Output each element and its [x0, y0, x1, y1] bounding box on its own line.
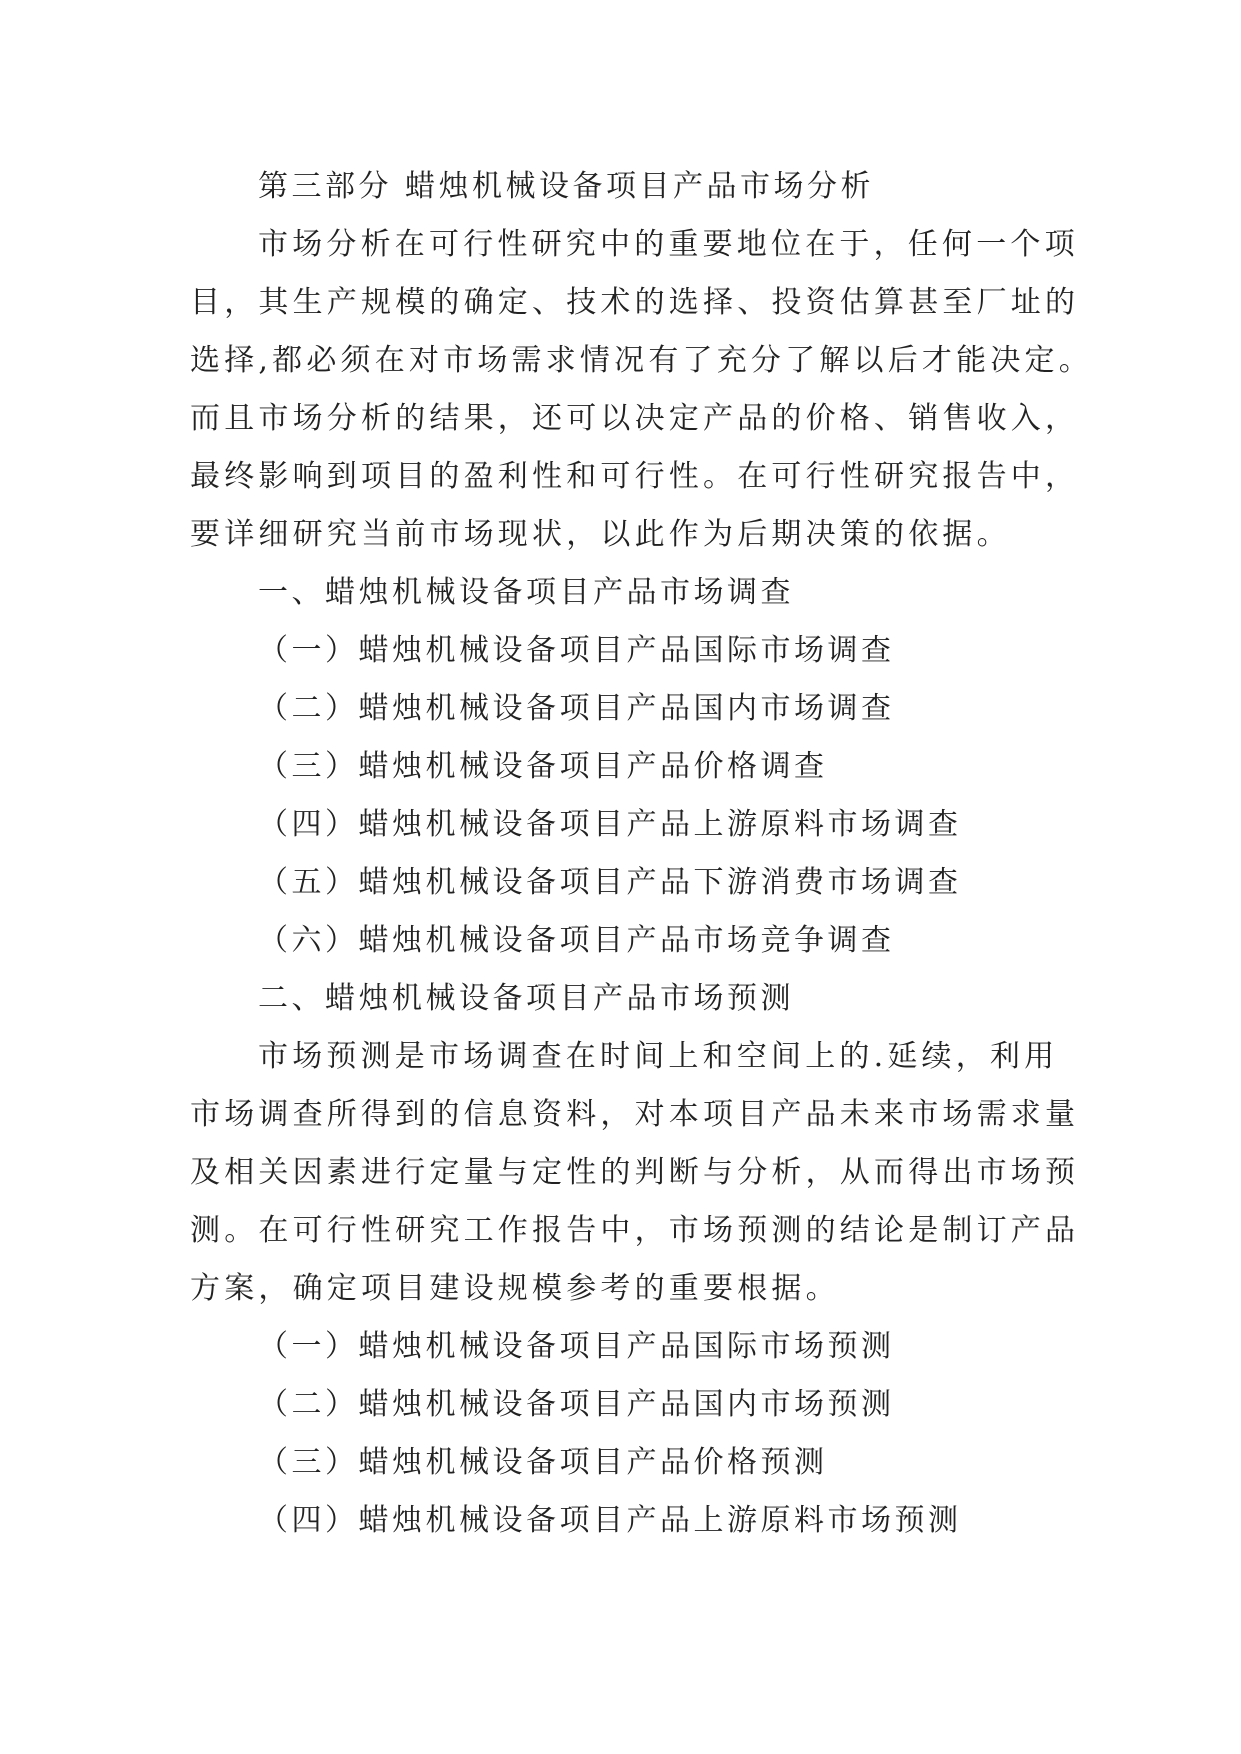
- paragraph-line: 市场调查所得到的信息资料，对本项目产品未来市场需求量: [190, 1097, 1080, 1132]
- list-item: （三）蜡烛机械设备项目产品价格调查: [258, 749, 828, 784]
- paragraph-line: 目，其生产规模的确定、技术的选择、投资估算甚至厂址的: [190, 285, 1080, 320]
- list-item: （六）蜡烛机械设备项目产品市场竞争调查: [258, 923, 895, 958]
- paragraph-line: 选择,都必须在对市场需求情况有了充分了解以后才能决定。: [190, 343, 1093, 378]
- list-item: （四）蜡烛机械设备项目产品上游原料市场预测: [258, 1503, 962, 1538]
- list-item: （一）蜡烛机械设备项目产品国际市场预测: [258, 1329, 895, 1364]
- list-item: （二）蜡烛机械设备项目产品国内市场预测: [258, 1387, 895, 1422]
- list-item: （四）蜡烛机械设备项目产品上游原料市场调查: [258, 807, 962, 842]
- paragraph-line: 最终影响到项目的盈利性和可行性。在可行性研究报告中，: [190, 459, 1080, 494]
- subsection-title: 一、蜡烛机械设备项目产品市场调查: [258, 575, 794, 610]
- paragraph-line: 市场分析在可行性研究中的重要地位在于，任何一个项: [258, 227, 1079, 262]
- document-body: [190, 158, 1093, 1550]
- subsection-title: 二、蜡烛机械设备项目产品市场预测: [258, 981, 794, 1016]
- list-item: （三）蜡烛机械设备项目产品价格预测: [258, 1445, 828, 1480]
- paragraph-line: 方案，确定项目建设规模参考的重要根据。: [190, 1271, 840, 1306]
- paragraph-line: 市场预测是市场调查在时间上和空间上的.延续，利用: [258, 1039, 1059, 1074]
- list-item: （二）蜡烛机械设备项目产品国内市场调查: [258, 691, 895, 726]
- paragraph-line: 及相关因素进行定量与定性的判断与分析，从而得出市场预: [190, 1155, 1080, 1190]
- list-item: （五）蜡烛机械设备项目产品下游消费市场调查: [258, 865, 962, 900]
- paragraph-line: 而且市场分析的结果，还可以决定产品的价格、销售收入，: [190, 401, 1080, 436]
- section-heading: 第三部分 蜡烛机械设备项目产品市场分析: [258, 169, 875, 204]
- paragraph-line: 测。在可行性研究工作报告中，市场预测的结论是制订产品: [190, 1213, 1080, 1248]
- list-item: （一）蜡烛机械设备项目产品国际市场调查: [258, 633, 895, 668]
- paragraph-line: 要详细研究当前市场现状，以此作为后期决策的依据。: [190, 517, 1011, 552]
